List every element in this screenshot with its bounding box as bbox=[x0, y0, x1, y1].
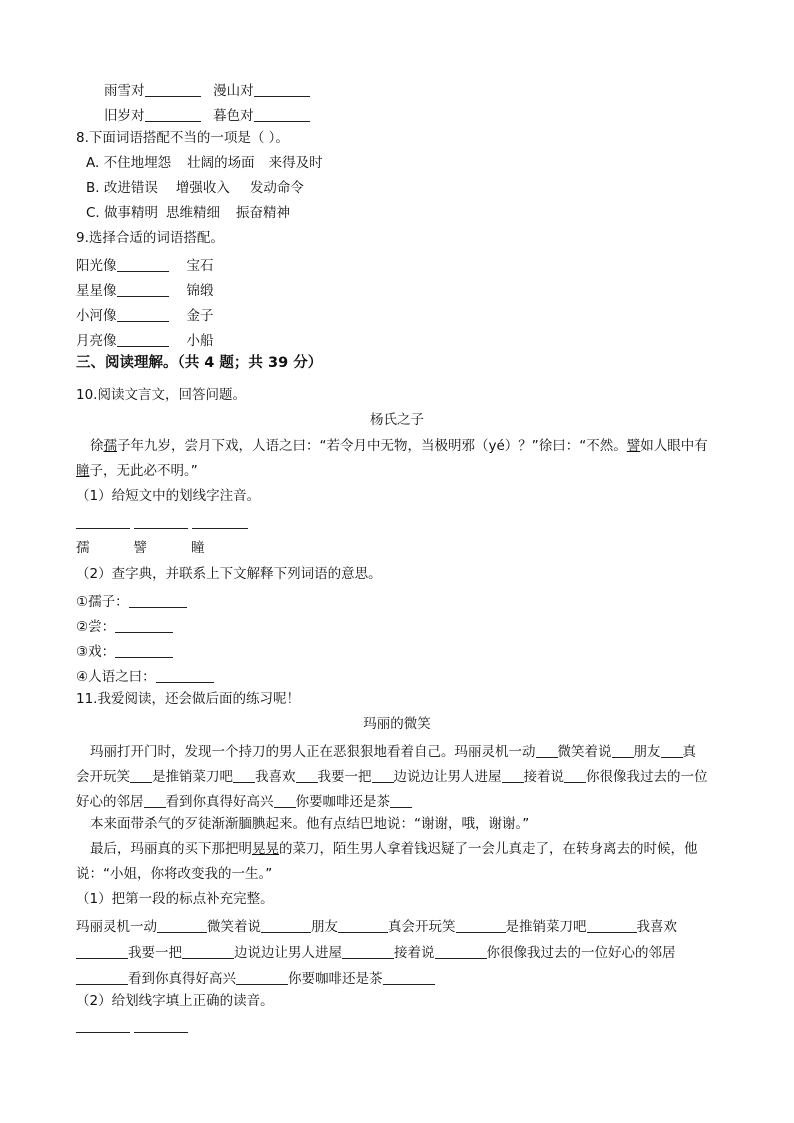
q11-paragraph-line-1: 玛丽打开门时，发现一个持刀的男人正在恶狠狠地看着自己。玛丽灵机一动 微笑着说 朋友 真 bbox=[90, 744, 696, 760]
answer-blank[interactable] bbox=[342, 944, 394, 959]
punct-blank bbox=[274, 793, 296, 808]
answer-blank[interactable] bbox=[587, 918, 637, 933]
q10-pinyin-blanks bbox=[76, 514, 248, 531]
q10-stem: 10.阅读文言文，回答问题。 bbox=[76, 387, 246, 403]
answer-blank[interactable] bbox=[134, 514, 188, 529]
punct-blank bbox=[144, 793, 166, 808]
answer-blank[interactable] bbox=[76, 514, 130, 529]
answer-blank[interactable] bbox=[435, 944, 487, 959]
answer-blank[interactable] bbox=[456, 918, 506, 933]
punct-blank bbox=[296, 768, 318, 783]
q11-sub1: （1）把第一段的标点补充完整。 bbox=[76, 891, 274, 907]
q10-sub1: （1）给短文中的划线字注音。 bbox=[76, 488, 261, 504]
answer-blank[interactable] bbox=[76, 944, 128, 959]
q9-row-1: 阳光像 宝石 bbox=[76, 258, 214, 274]
q9-row-4: 月亮像 小船 bbox=[76, 333, 214, 349]
q11-paragraph-2: 本来面带杀气的歹徒渐渐腼腆起来。他有点结巴地说：“谢谢，哦，谢谢。” bbox=[90, 816, 530, 832]
q10-item-1: ①孺子： bbox=[76, 593, 187, 610]
punct-blank bbox=[130, 768, 152, 783]
answer-blank[interactable] bbox=[115, 643, 173, 658]
q11-paragraph-line-2: 会开玩笑 是推销菜刀吧 我喜欢 我要一把 边说边让男人进屋 接着说 你很像我过去的一位 bbox=[76, 769, 708, 785]
q10-chars: 孺 譬 瞳 bbox=[76, 540, 205, 556]
punct-blank bbox=[661, 743, 683, 758]
q9-row-3: 小河像 金子 bbox=[76, 308, 214, 324]
punct-blank bbox=[502, 768, 524, 783]
q10-item-4: ④人语之曰： bbox=[76, 668, 214, 685]
answer-blank[interactable] bbox=[134, 1018, 188, 1033]
q11-paragraph-3-line-1: 最后，玛丽真的买下那把明晃晃的菜刀，陌生男人拿着钱迟疑了一会儿真走了，在转身离去的时候，他 bbox=[90, 841, 698, 857]
punct-blank bbox=[536, 743, 558, 758]
answer-blank[interactable] bbox=[383, 970, 435, 985]
q7-row-2: 旧岁对 暮色对 bbox=[104, 107, 310, 124]
q8-stem: 8.下面词语搭配不当的一项是（ ）。 bbox=[76, 130, 289, 146]
answer-blank[interactable] bbox=[76, 1018, 130, 1033]
answer-blank[interactable] bbox=[76, 970, 128, 985]
punct-blank bbox=[233, 768, 255, 783]
q11-answer-line-3: 看到你真得好高兴 你要咖啡还是茶 bbox=[76, 970, 435, 987]
q7-row-1: 雨雪对 漫山对 bbox=[104, 82, 310, 99]
answer-blank[interactable] bbox=[115, 618, 173, 633]
q9-stem: 9.选择合适的词语搭配。 bbox=[76, 230, 224, 246]
answer-blank[interactable] bbox=[182, 944, 234, 959]
q11-paragraph-line-3: 好心的邻居 看到你真得好高兴 你要咖啡还是茶 bbox=[76, 793, 412, 810]
q10-item-3: ③戏： bbox=[76, 643, 173, 660]
q11-answer-line-2: 我要一把 边说边让男人进屋 接着说 你很像我过去的一位好心的邻居 bbox=[76, 944, 676, 961]
punct-blank bbox=[564, 768, 586, 783]
q11-title: 玛丽的微笑 bbox=[363, 716, 431, 732]
q8-option-a[interactable]: A. 不住地埋怨 壮阔的场面 来得及时 bbox=[86, 155, 323, 171]
answer-blank[interactable] bbox=[117, 332, 169, 347]
q10-title: 杨氏之子 bbox=[370, 412, 424, 428]
answer-blank[interactable] bbox=[192, 514, 248, 529]
q11-pinyin-blanks bbox=[76, 1018, 188, 1035]
q11-answer-line-1: 玛丽灵机一动 微笑着说 朋友 真会开玩笑 是推销菜刀吧 我喜欢 bbox=[76, 919, 677, 935]
answer-blank[interactable] bbox=[145, 82, 201, 97]
q10-sub2: （2）查字典，并联系上下文解释下列词语的意思。 bbox=[76, 566, 382, 582]
q10-paragraph-line-1: 徐孺子年九岁，尝月下戏，人语之曰：“若令月中无物，当极明邪（yé）？”徐曰：“不然。譬如人眼中有 bbox=[90, 438, 708, 454]
q11-sub2: （2）给划线字填上正确的读音。 bbox=[76, 993, 274, 1009]
punct-blank bbox=[372, 768, 394, 783]
q9-row-2: 星星像 锦缎 bbox=[76, 283, 214, 299]
answer-blank[interactable] bbox=[156, 668, 214, 683]
answer-blank[interactable] bbox=[157, 918, 207, 933]
q11-paragraph-3-line-2: 说：“小姐，你将改变我的一生。” bbox=[76, 866, 273, 882]
answer-blank[interactable] bbox=[145, 107, 201, 122]
answer-blank[interactable] bbox=[129, 593, 187, 608]
q8-option-b[interactable]: B. 改进错误 增强收入 发动命令 bbox=[86, 180, 304, 196]
answer-blank[interactable] bbox=[117, 257, 169, 272]
answer-blank[interactable] bbox=[338, 918, 388, 933]
q10-paragraph-line-2: 瞳子，无此必不明。” bbox=[76, 463, 198, 479]
answer-blank[interactable] bbox=[236, 970, 288, 985]
answer-blank[interactable] bbox=[254, 107, 310, 122]
answer-blank[interactable] bbox=[117, 307, 169, 322]
q10-item-2: ②尝： bbox=[76, 618, 173, 635]
q11-stem: 11.我爱阅读，还会做后面的练习呢！ bbox=[76, 691, 300, 707]
punct-blank bbox=[612, 743, 634, 758]
section-heading: 三、阅读理解。（共 4 题；共 39 分） bbox=[76, 355, 323, 371]
punct-blank bbox=[390, 793, 412, 808]
answer-blank[interactable] bbox=[117, 282, 169, 297]
answer-blank[interactable] bbox=[261, 918, 311, 933]
q8-option-c[interactable]: C. 做事精明 思维精细 振奋精神 bbox=[86, 205, 291, 221]
answer-blank[interactable] bbox=[254, 82, 310, 97]
